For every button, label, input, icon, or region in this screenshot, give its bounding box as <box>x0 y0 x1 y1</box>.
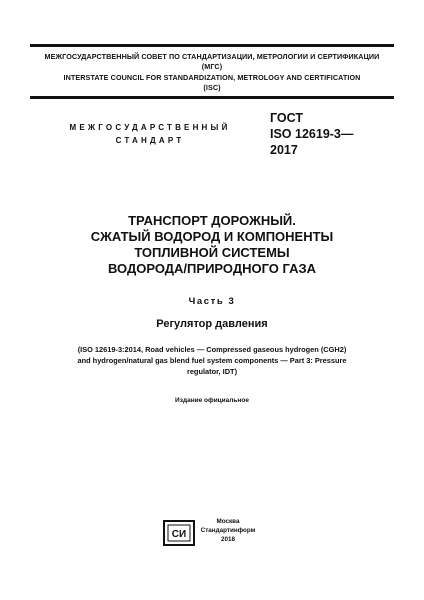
edition-note: Издание официальное <box>175 397 249 404</box>
document-subtitle: Регулятор давления <box>156 318 268 330</box>
publisher-city: Москва <box>216 518 240 525</box>
publisher-year: 2018 <box>220 536 235 543</box>
iso-reference <box>40 344 384 377</box>
council-abbr-en: (ISC) <box>203 83 221 92</box>
publisher-name: Стандартинформ <box>200 527 256 534</box>
standard-year: 2017 <box>270 143 298 157</box>
standard-type-line2: СТАНДАРТ <box>115 136 185 145</box>
logo-lettering: СИ <box>171 529 187 540</box>
header-bottom-rule <box>30 96 394 99</box>
title-line-1: ТРАНСПОРТ ДОРОЖНЫЙ. <box>128 213 296 228</box>
council-name-en: INTERSTATE COUNCIL FOR STANDARDIZATION, METROLOGY AND CERTIFICATION <box>63 73 361 82</box>
gost-label: ГОСТ <box>270 111 303 125</box>
standard-type-line1: МЕЖГОСУДАРСТВЕННЫЙ <box>69 123 231 132</box>
iso-reference-line-3: regulator, IDT) <box>186 367 238 376</box>
standard-designation <box>270 110 353 158</box>
part-number: Часть 3 <box>188 296 236 307</box>
standartinform-logo-icon <box>163 520 195 546</box>
council-name-ru: МЕЖГОСУДАРСТВЕННЫЙ СОВЕТ ПО СТАНДАРТИЗАЦИИ, МЕТРОЛОГИИ И СЕРТИФИКАЦИИ <box>44 52 380 61</box>
iso-reference-line-2: and hydrogen/natural gas blend fuel system components — Part 3: Pressure <box>77 356 347 365</box>
iso-reference-line-1: (ISO 12619-3:2014, Road vehicles — Compressed gaseous hydrogen (CGH2) <box>77 345 347 354</box>
council-abbr-ru: (МГС) <box>201 62 223 71</box>
document-title <box>40 213 384 277</box>
standard-number: ISO 12619-3— <box>270 127 354 141</box>
title-line-3: ТОПЛИВНОЙ СИСТЕМЫ <box>134 245 290 260</box>
title-line-4: ВОДОРОДА/ПРИРОДНОГО ГАЗА <box>107 261 317 276</box>
publisher-block <box>198 517 258 544</box>
title-line-2: СЖАТЫЙ ВОДОРОД И КОМПОНЕНТЫ <box>90 229 334 244</box>
standard-type-label <box>60 121 240 147</box>
header-top-rule <box>30 44 394 47</box>
